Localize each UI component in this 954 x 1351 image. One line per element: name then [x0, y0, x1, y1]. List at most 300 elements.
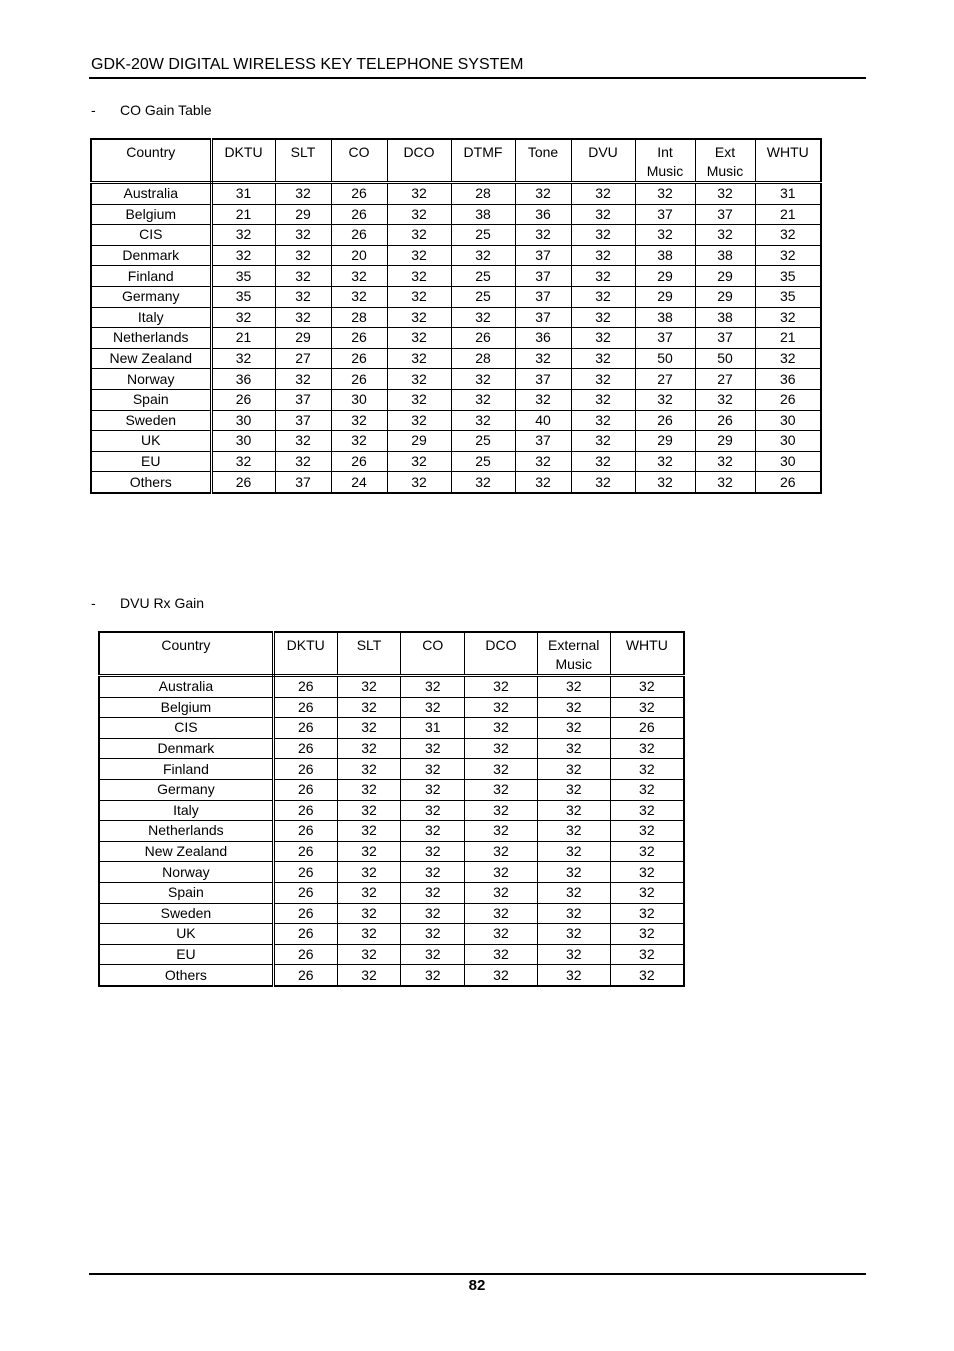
- co-gain-country-cell: Norway: [91, 369, 211, 390]
- co-gain-value-cell: 32: [275, 369, 331, 390]
- co-gain-value-cell: 32: [275, 225, 331, 246]
- co-gain-value-cell: 32: [387, 451, 451, 472]
- dvu-rx-gain-row: [99, 862, 684, 883]
- dvu-rx-gain-country-cell: Sweden: [99, 903, 273, 924]
- dvu-rx-gain-country-cell: Italy: [99, 800, 273, 821]
- co-gain-value-cell: 20: [331, 245, 387, 266]
- co-gain-value-cell: 32: [275, 286, 331, 307]
- co-gain-value-cell: 32: [571, 225, 635, 246]
- dvu-rx-gain-value-cell: 32: [610, 944, 684, 965]
- co-gain-value-cell: 30: [755, 431, 821, 452]
- co-gain-value-cell: 29: [695, 286, 755, 307]
- dvu-rx-gain-value-cell: 26: [610, 718, 684, 739]
- dvu-rx-gain-value-cell: 32: [337, 821, 401, 842]
- co-gain-value-cell: 32: [387, 369, 451, 390]
- co-gain-row: [91, 369, 821, 390]
- dvu-rx-gain-value-cell: 32: [610, 821, 684, 842]
- co-gain-value-cell: 25: [451, 431, 515, 452]
- dvu-rx-gain-value-cell: 26: [273, 676, 337, 698]
- co-gain-column-header: Ext Music: [695, 139, 755, 183]
- dvu-rx-gain-value-cell: 32: [537, 862, 610, 883]
- header-rule: [89, 77, 866, 79]
- dvu-rx-gain-value-cell: 32: [610, 759, 684, 780]
- co-gain-value-cell: 26: [331, 369, 387, 390]
- co-gain-value-cell: 32: [571, 389, 635, 410]
- dvu-rx-gain-row: [99, 738, 684, 759]
- co-gain-country-cell: UK: [91, 431, 211, 452]
- co-gain-value-cell: 37: [695, 328, 755, 349]
- co-gain-value-cell: 26: [451, 328, 515, 349]
- co-gain-value-cell: 32: [211, 348, 275, 369]
- dvu-rx-gain-value-cell: 32: [537, 779, 610, 800]
- co-gain-value-cell: 37: [515, 369, 571, 390]
- dvu-rx-gain-country-cell: New Zealand: [99, 841, 273, 862]
- co-gain-value-cell: 26: [695, 410, 755, 431]
- co-gain-value-cell: 32: [515, 389, 571, 410]
- co-gain-value-cell: 32: [275, 431, 331, 452]
- co-gain-value-cell: 32: [571, 451, 635, 472]
- co-gain-country-cell: Belgium: [91, 204, 211, 225]
- co-gain-value-cell: 29: [695, 266, 755, 287]
- co-gain-value-cell: 35: [211, 286, 275, 307]
- co-gain-country-cell: Netherlands: [91, 328, 211, 349]
- dvu-rx-gain-column-header: CO: [401, 632, 465, 676]
- co-gain-value-cell: 26: [211, 389, 275, 410]
- co-gain-value-cell: 32: [211, 451, 275, 472]
- dvu-rx-gain-row: [99, 965, 684, 986]
- co-gain-country-cell: Sweden: [91, 410, 211, 431]
- dvu-rx-gain-value-cell: 32: [537, 924, 610, 945]
- dvu-rx-gain-value-cell: 32: [337, 862, 401, 883]
- co-gain-value-cell: 32: [275, 451, 331, 472]
- dvu-rx-gain-row: [99, 779, 684, 800]
- co-gain-value-cell: 37: [275, 410, 331, 431]
- dvu-rx-gain-value-cell: 32: [401, 862, 465, 883]
- co-gain-value-cell: 32: [275, 245, 331, 266]
- co-gain-column-header: DVU: [571, 139, 635, 183]
- co-gain-value-cell: 30: [211, 431, 275, 452]
- co-gain-country-cell: Denmark: [91, 245, 211, 266]
- dvu-rx-gain-country-cell: Denmark: [99, 738, 273, 759]
- dvu-rx-gain-value-cell: 32: [465, 697, 538, 718]
- dvu-rx-gain-value-cell: 32: [465, 676, 538, 698]
- co-gain-value-cell: 32: [571, 266, 635, 287]
- co-gain-row: [91, 183, 821, 205]
- co-gain-row: [91, 431, 821, 452]
- co-gain-value-cell: 32: [451, 307, 515, 328]
- dvu-rx-gain-value-cell: 32: [337, 800, 401, 821]
- co-gain-country-cell: Australia: [91, 183, 211, 205]
- dvu-rx-gain-value-cell: 32: [537, 841, 610, 862]
- co-gain-value-cell: 26: [331, 183, 387, 205]
- footer-rule: [89, 1273, 866, 1275]
- dvu-rx-gain-value-cell: 32: [610, 697, 684, 718]
- co-gain-value-cell: 32: [451, 369, 515, 390]
- dvu-rx-gain-value-cell: 32: [537, 821, 610, 842]
- co-gain-country-cell: Italy: [91, 307, 211, 328]
- co-gain-value-cell: 37: [515, 431, 571, 452]
- co-gain-value-cell: 36: [755, 369, 821, 390]
- co-gain-value-cell: 28: [451, 183, 515, 205]
- dvu-rx-gain-value-cell: 32: [337, 759, 401, 780]
- dvu-rx-gain-value-cell: 32: [610, 903, 684, 924]
- co-gain-value-cell: 21: [211, 328, 275, 349]
- bullet-dash: -: [91, 595, 96, 611]
- co-gain-value-cell: 32: [571, 431, 635, 452]
- dvu-rx-gain-value-cell: 32: [401, 903, 465, 924]
- co-gain-row: [91, 225, 821, 246]
- dvu-rx-gain-header-row: [99, 632, 684, 676]
- co-gain-value-cell: 21: [755, 204, 821, 225]
- co-gain-row: [91, 286, 821, 307]
- dvu-rx-gain-value-cell: 26: [273, 924, 337, 945]
- dvu-rx-gain-row: [99, 800, 684, 821]
- co-gain-value-cell: 32: [331, 286, 387, 307]
- dvu-rx-gain-value-cell: 32: [401, 882, 465, 903]
- dvu-rx-gain-value-cell: 26: [273, 944, 337, 965]
- co-gain-value-cell: 37: [515, 286, 571, 307]
- dvu-rx-gain-column-header: DKTU: [273, 632, 337, 676]
- dvu-rx-gain-value-cell: 32: [401, 759, 465, 780]
- co-gain-value-cell: 36: [515, 204, 571, 225]
- co-gain-column-header: DCO: [387, 139, 451, 183]
- co-gain-column-header: DTMF: [451, 139, 515, 183]
- dvu-rx-gain-value-cell: 31: [401, 718, 465, 739]
- dvu-rx-gain-value-cell: 32: [337, 779, 401, 800]
- co-gain-value-cell: 32: [635, 389, 695, 410]
- co-gain-value-cell: 50: [635, 348, 695, 369]
- dvu-rx-gain-value-cell: 32: [610, 676, 684, 698]
- co-gain-value-cell: 28: [331, 307, 387, 328]
- dvu-rx-gain-value-cell: 32: [537, 903, 610, 924]
- co-gain-value-cell: 29: [275, 204, 331, 225]
- co-gain-value-cell: 31: [755, 183, 821, 205]
- dvu-rx-gain-value-cell: 32: [610, 841, 684, 862]
- co-gain-value-cell: 37: [515, 266, 571, 287]
- dvu-rx-gain-country-cell: EU: [99, 944, 273, 965]
- co-gain-value-cell: 31: [211, 183, 275, 205]
- co-gain-value-cell: 26: [331, 348, 387, 369]
- co-gain-value-cell: 32: [387, 245, 451, 266]
- co-gain-value-cell: 26: [635, 410, 695, 431]
- co-gain-column-header: Country: [91, 139, 211, 183]
- co-gain-value-cell: 37: [275, 472, 331, 493]
- dvu-rx-gain-value-cell: 32: [401, 965, 465, 986]
- dvu-rx-gain-row: [99, 697, 684, 718]
- co-gain-column-header: Int Music: [635, 139, 695, 183]
- dvu-rx-gain-value-cell: 26: [273, 800, 337, 821]
- co-gain-value-cell: 32: [387, 389, 451, 410]
- dvu-rx-gain-value-cell: 32: [610, 800, 684, 821]
- co-gain-row: [91, 266, 821, 287]
- co-gain-row: [91, 451, 821, 472]
- dvu-rx-gain-value-cell: 26: [273, 903, 337, 924]
- co-gain-value-cell: 35: [755, 266, 821, 287]
- co-gain-value-cell: 21: [755, 328, 821, 349]
- dvu-rx-gain-row: [99, 759, 684, 780]
- dvu-rx-gain-row: [99, 821, 684, 842]
- co-gain-value-cell: 40: [515, 410, 571, 431]
- co-gain-value-cell: 32: [331, 410, 387, 431]
- dvu-rx-gain-country-cell: CIS: [99, 718, 273, 739]
- co-gain-column-header: DKTU: [211, 139, 275, 183]
- dvu-rx-gain-label: DVU Rx Gain: [120, 595, 205, 611]
- dvu-rx-gain-row: [99, 882, 684, 903]
- co-gain-value-cell: 37: [275, 389, 331, 410]
- dvu-rx-gain-value-cell: 32: [401, 779, 465, 800]
- dvu-rx-gain-value-cell: 32: [337, 718, 401, 739]
- dvu-rx-gain-value-cell: 26: [273, 697, 337, 718]
- co-gain-value-cell: 32: [387, 307, 451, 328]
- dvu-rx-gain-country-cell: Others: [99, 965, 273, 986]
- co-gain-value-cell: 29: [635, 431, 695, 452]
- co-gain-value-cell: 32: [755, 307, 821, 328]
- dvu-rx-gain-table: [98, 631, 685, 987]
- co-gain-column-header: Tone: [515, 139, 571, 183]
- co-gain-value-cell: 36: [515, 328, 571, 349]
- co-gain-row: [91, 204, 821, 225]
- co-gain-value-cell: 32: [571, 286, 635, 307]
- co-gain-value-cell: 38: [451, 204, 515, 225]
- co-gain-value-cell: 21: [211, 204, 275, 225]
- dvu-rx-gain-value-cell: 32: [337, 924, 401, 945]
- dvu-rx-gain-value-cell: 32: [465, 924, 538, 945]
- co-gain-row: [91, 328, 821, 349]
- co-gain-value-cell: 32: [211, 307, 275, 328]
- co-gain-value-cell: 32: [387, 183, 451, 205]
- co-gain-column-header: WHTU: [755, 139, 821, 183]
- co-gain-value-cell: 37: [515, 245, 571, 266]
- co-gain-row: [91, 410, 821, 431]
- co-gain-value-cell: 24: [331, 472, 387, 493]
- co-gain-value-cell: 32: [755, 225, 821, 246]
- dvu-rx-gain-country-cell: Finland: [99, 759, 273, 780]
- co-gain-table: [90, 138, 822, 494]
- dvu-rx-gain-row: [99, 676, 684, 698]
- dvu-rx-gain-row: [99, 841, 684, 862]
- co-gain-value-cell: 30: [755, 410, 821, 431]
- co-gain-value-cell: 32: [451, 245, 515, 266]
- co-gain-value-cell: 26: [331, 225, 387, 246]
- dvu-rx-gain-value-cell: 32: [610, 738, 684, 759]
- dvu-rx-gain-column-header: SLT: [337, 632, 401, 676]
- co-gain-country-cell: Germany: [91, 286, 211, 307]
- dvu-rx-gain-value-cell: 32: [537, 882, 610, 903]
- co-gain-value-cell: 32: [635, 472, 695, 493]
- co-gain-value-cell: 32: [451, 389, 515, 410]
- co-gain-section-label: [91, 102, 212, 118]
- co-gain-value-cell: 32: [571, 183, 635, 205]
- dvu-rx-gain-country-cell: Spain: [99, 882, 273, 903]
- co-gain-value-cell: 32: [387, 225, 451, 246]
- co-gain-value-cell: 32: [571, 245, 635, 266]
- co-gain-value-cell: 32: [211, 225, 275, 246]
- dvu-rx-gain-value-cell: 32: [337, 903, 401, 924]
- co-gain-value-cell: 30: [211, 410, 275, 431]
- dvu-rx-gain-country-cell: Germany: [99, 779, 273, 800]
- co-gain-value-cell: 50: [695, 348, 755, 369]
- dvu-rx-gain-value-cell: 32: [465, 821, 538, 842]
- dvu-rx-gain-value-cell: 32: [401, 800, 465, 821]
- dvu-rx-gain-value-cell: 32: [401, 697, 465, 718]
- dvu-rx-gain-value-cell: 32: [537, 697, 610, 718]
- co-gain-value-cell: 37: [635, 204, 695, 225]
- co-gain-value-cell: 32: [515, 225, 571, 246]
- co-gain-value-cell: 32: [695, 472, 755, 493]
- dvu-rx-gain-value-cell: 26: [273, 862, 337, 883]
- page-number: 82: [468, 1277, 486, 1294]
- dvu-rx-gain-value-cell: 32: [465, 718, 538, 739]
- co-gain-value-cell: 25: [451, 451, 515, 472]
- dvu-rx-gain-value-cell: 26: [273, 882, 337, 903]
- co-gain-value-cell: 32: [571, 307, 635, 328]
- co-gain-value-cell: 32: [635, 225, 695, 246]
- dvu-rx-gain-country-cell: UK: [99, 924, 273, 945]
- dvu-rx-gain-value-cell: 32: [401, 841, 465, 862]
- co-gain-value-cell: 25: [451, 286, 515, 307]
- co-gain-value-cell: 32: [571, 204, 635, 225]
- dvu-rx-gain-value-cell: 32: [401, 944, 465, 965]
- co-gain-value-cell: 35: [211, 266, 275, 287]
- co-gain-value-cell: 26: [331, 451, 387, 472]
- co-gain-row: [91, 348, 821, 369]
- co-gain-value-cell: 32: [331, 431, 387, 452]
- co-gain-value-cell: 38: [695, 307, 755, 328]
- co-gain-value-cell: 37: [695, 204, 755, 225]
- dvu-rx-gain-value-cell: 32: [610, 779, 684, 800]
- co-gain-value-cell: 32: [275, 183, 331, 205]
- dvu-rx-gain-value-cell: 32: [537, 759, 610, 780]
- co-gain-value-cell: 32: [571, 410, 635, 431]
- dvu-rx-gain-column-header: Country: [99, 632, 273, 676]
- dvu-rx-gain-value-cell: 32: [537, 718, 610, 739]
- dvu-rx-gain-value-cell: 32: [537, 738, 610, 759]
- dvu-rx-gain-section-label: [91, 595, 204, 611]
- co-gain-value-cell: 28: [451, 348, 515, 369]
- co-gain-value-cell: 26: [755, 389, 821, 410]
- co-gain-value-cell: 32: [635, 183, 695, 205]
- co-gain-value-cell: 25: [451, 225, 515, 246]
- co-gain-column-header: CO: [331, 139, 387, 183]
- co-gain-value-cell: 32: [695, 389, 755, 410]
- dvu-rx-gain-value-cell: 32: [401, 924, 465, 945]
- co-gain-value-cell: 32: [635, 451, 695, 472]
- co-gain-value-cell: 32: [695, 183, 755, 205]
- co-gain-value-cell: 27: [695, 369, 755, 390]
- co-gain-value-cell: 32: [571, 369, 635, 390]
- co-gain-value-cell: 32: [515, 183, 571, 205]
- co-gain-value-cell: 26: [755, 472, 821, 493]
- co-gain-value-cell: 30: [331, 389, 387, 410]
- dvu-rx-gain-row: [99, 944, 684, 965]
- dvu-rx-gain-value-cell: 32: [337, 944, 401, 965]
- co-gain-value-cell: 35: [755, 286, 821, 307]
- dvu-rx-gain-value-cell: 32: [537, 965, 610, 986]
- dvu-rx-gain-value-cell: 32: [401, 738, 465, 759]
- co-gain-value-cell: 32: [387, 472, 451, 493]
- co-gain-value-cell: 30: [755, 451, 821, 472]
- co-gain-value-cell: 29: [635, 266, 695, 287]
- dvu-rx-gain-value-cell: 32: [465, 882, 538, 903]
- co-gain-value-cell: 32: [451, 410, 515, 431]
- co-gain-value-cell: 32: [275, 307, 331, 328]
- co-gain-value-cell: 32: [387, 348, 451, 369]
- co-gain-row: [91, 389, 821, 410]
- dvu-rx-gain-value-cell: 26: [273, 841, 337, 862]
- co-gain-value-cell: 32: [387, 266, 451, 287]
- dvu-rx-gain-value-cell: 26: [273, 779, 337, 800]
- co-gain-body: [91, 183, 821, 493]
- co-gain-country-cell: Finland: [91, 266, 211, 287]
- co-gain-country-cell: Spain: [91, 389, 211, 410]
- co-gain-value-cell: 26: [211, 472, 275, 493]
- dvu-rx-gain-value-cell: 26: [273, 821, 337, 842]
- co-gain-value-cell: 25: [451, 266, 515, 287]
- co-gain-value-cell: 32: [515, 451, 571, 472]
- dvu-rx-gain-value-cell: 32: [465, 759, 538, 780]
- co-gain-value-cell: 29: [635, 286, 695, 307]
- dvu-rx-gain-country-cell: Australia: [99, 676, 273, 698]
- dvu-rx-gain-row: [99, 903, 684, 924]
- co-gain-value-cell: 32: [331, 266, 387, 287]
- co-gain-column-header: SLT: [275, 139, 331, 183]
- dvu-rx-gain-column-header: DCO: [465, 632, 538, 676]
- co-gain-value-cell: 32: [387, 286, 451, 307]
- dvu-rx-gain-value-cell: 32: [337, 697, 401, 718]
- co-gain-value-cell: 36: [211, 369, 275, 390]
- co-gain-country-cell: CIS: [91, 225, 211, 246]
- co-gain-value-cell: 32: [387, 204, 451, 225]
- dvu-rx-gain-value-cell: 32: [337, 676, 401, 698]
- dvu-rx-gain-country-cell: Belgium: [99, 697, 273, 718]
- co-gain-value-cell: 32: [755, 245, 821, 266]
- dvu-rx-gain-country-cell: Norway: [99, 862, 273, 883]
- co-gain-row: [91, 472, 821, 493]
- dvu-rx-gain-value-cell: 32: [610, 882, 684, 903]
- dvu-rx-gain-row: [99, 718, 684, 739]
- co-gain-value-cell: 32: [211, 245, 275, 266]
- co-gain-value-cell: 29: [387, 431, 451, 452]
- co-gain-value-cell: 32: [571, 328, 635, 349]
- dvu-rx-gain-value-cell: 32: [610, 924, 684, 945]
- co-gain-row: [91, 307, 821, 328]
- co-gain-value-cell: 37: [515, 307, 571, 328]
- dvu-rx-gain-value-cell: 32: [337, 841, 401, 862]
- dvu-rx-gain-value-cell: 32: [337, 965, 401, 986]
- dvu-rx-gain-value-cell: 32: [537, 800, 610, 821]
- dvu-rx-gain-value-cell: 32: [465, 965, 538, 986]
- co-gain-label: CO Gain Table: [120, 102, 212, 118]
- co-gain-country-cell: Others: [91, 472, 211, 493]
- co-gain-value-cell: 29: [275, 328, 331, 349]
- co-gain-value-cell: 32: [695, 451, 755, 472]
- dvu-rx-gain-column-header: WHTU: [610, 632, 684, 676]
- co-gain-row: [91, 245, 821, 266]
- co-gain-value-cell: 32: [451, 472, 515, 493]
- co-gain-value-cell: 38: [635, 307, 695, 328]
- dvu-rx-gain-value-cell: 32: [337, 882, 401, 903]
- dvu-rx-gain-value-cell: 26: [273, 718, 337, 739]
- co-gain-value-cell: 32: [387, 328, 451, 349]
- co-gain-value-cell: 38: [695, 245, 755, 266]
- co-gain-value-cell: 29: [695, 431, 755, 452]
- dvu-rx-gain-value-cell: 32: [465, 862, 538, 883]
- dvu-rx-gain-value-cell: 32: [610, 965, 684, 986]
- co-gain-value-cell: 32: [275, 266, 331, 287]
- dvu-rx-gain-value-cell: 26: [273, 965, 337, 986]
- co-gain-value-cell: 27: [275, 348, 331, 369]
- dvu-rx-gain-country-cell: Netherlands: [99, 821, 273, 842]
